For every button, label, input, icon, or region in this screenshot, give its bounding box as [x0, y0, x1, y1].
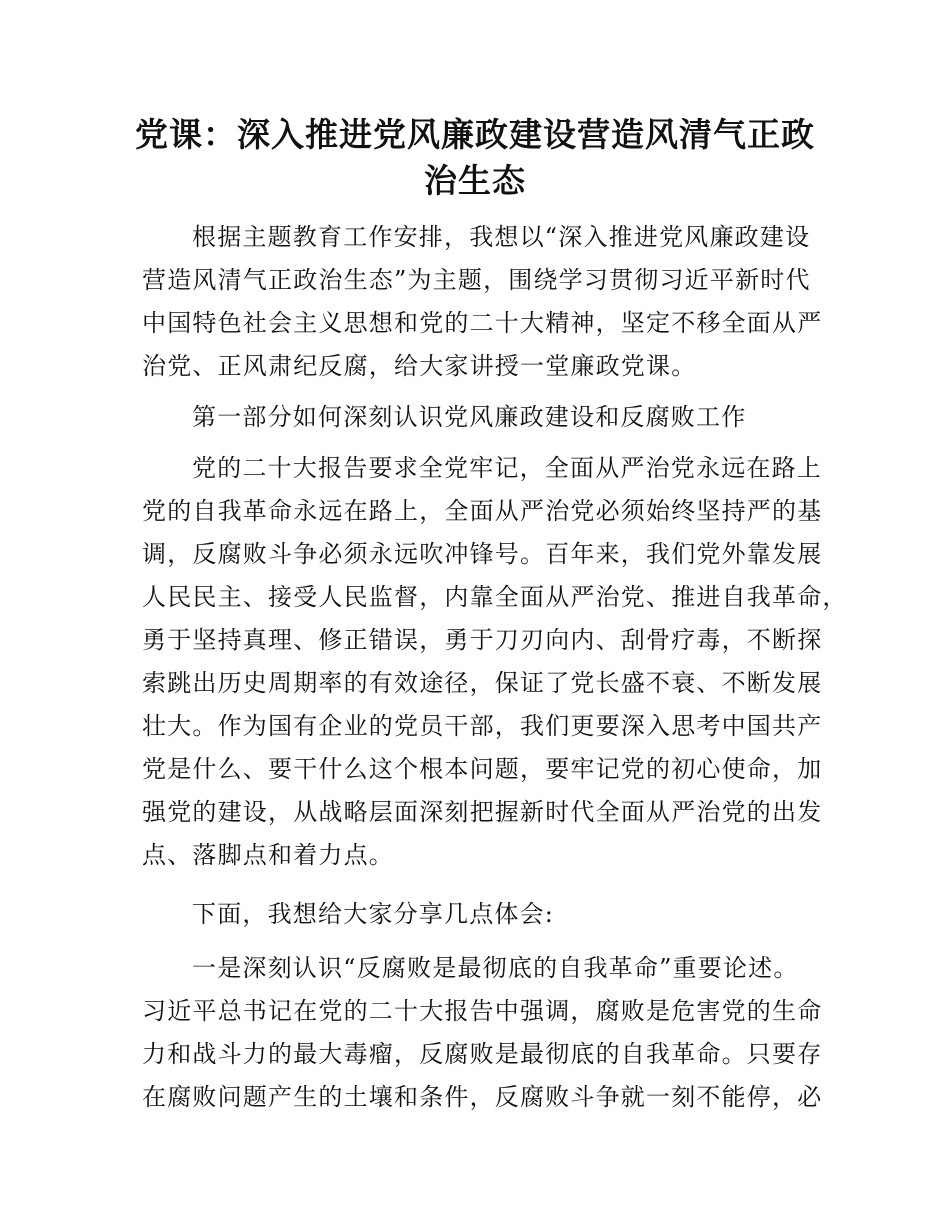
paragraph-line: 根据主题教育工作安排，我想以“深入推进党风廉政建设	[192, 223, 811, 251]
section-heading: 第一部分如何深刻认识党风廉政建设和反腐败工作	[192, 403, 747, 431]
paragraph-line: 下面，我想给大家分享几点体会:	[192, 900, 555, 928]
paragraph-line: 中国特色社会主义思想和党的二十大精神，坚定不移全面从严	[142, 309, 823, 337]
paragraph-line: 力和战斗力的最大毒瘤，反腐败是最彻底的自我革命。只要存	[142, 1040, 823, 1068]
paragraph-line: 党的自我革命永远在路上，全面从严治党必须始终坚持严的基	[142, 497, 823, 525]
paragraph-line: 党是什么、要干什么这个根本问题，要牢记党的初心使命，加	[142, 755, 823, 783]
document-title-line-1: 党课：深入推进党风廉政建设营造风清气正政	[135, 115, 815, 154]
paragraph-line: 人民民主、接受人民监督，内靠全面从严治党、推进自我革命，	[142, 583, 848, 611]
paragraph-line: 索跳出历史周期率的有效途径，保证了党长盛不衰、不断发展	[142, 669, 823, 697]
paragraph-line: 勇于坚持真理、修正错误，勇于刀刃向内、刮骨疗毒，不断探	[142, 626, 823, 654]
paragraph-line: 壮大。作为国有企业的党员干部，我们更要深入思考中国共产	[142, 712, 823, 740]
paragraph-line: 治党、正风肃纪反腐，给大家讲授一堂廉政党课。	[142, 352, 697, 380]
paragraph-line: 在腐败问题产生的土壤和条件，反腐败斗争就一刻不能停，必	[142, 1083, 823, 1111]
paragraph-line: 习近平总书记在党的二十大报告中强调，腐败是危害党的生命	[142, 997, 823, 1025]
paragraph-line: 强党的建设，从战略层面深刻把握新时代全面从严治党的出发	[142, 798, 823, 826]
paragraph-line: 调，反腐败斗争必须永远吹冲锋号。百年来，我们党外靠发展	[142, 540, 823, 568]
paragraph-line: 党的二十大报告要求全党牢记，全面从严治党永远在路上	[192, 454, 822, 482]
paragraph-line: 一是深刻认识“反腐败是最彻底的自我革命”重要论述。	[192, 954, 799, 982]
document-title-line-2: 治生态	[424, 161, 526, 200]
paragraph-line: 营造风清气正政治生态”为主题，围绕学习贯彻习近平新时代	[142, 266, 811, 294]
paragraph-line: 点、落脚点和着力点。	[142, 841, 394, 869]
